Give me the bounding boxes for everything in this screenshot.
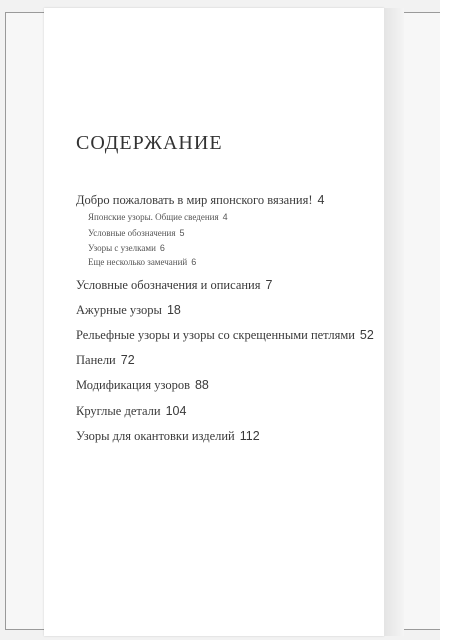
toc-subentry-page: 5: [179, 228, 185, 238]
toc-entry-label: Добро пожаловать в мир японского вязания!: [76, 193, 313, 207]
toc-entry: [76, 328, 374, 343]
toc-entry: [76, 278, 272, 293]
toc-subentry-label: Условные обозначения: [88, 228, 176, 238]
toc-subentry-label: Узоры с узелками: [88, 243, 156, 253]
toc-subentry: [88, 212, 228, 222]
toc-entry: [76, 193, 324, 208]
toc-entry-label: Рельефные узоры и узоры со скрещенными петлями: [76, 328, 355, 342]
toc-entry-page: 7: [265, 278, 273, 292]
toc-entry: [76, 404, 186, 419]
toc-entry-label: Панели: [76, 353, 116, 367]
toc-entry-page: 4: [317, 193, 325, 207]
toc-entry: [76, 378, 209, 393]
toc-subentry: [88, 228, 185, 238]
toc-title: СОДЕРЖАНИЕ: [76, 132, 223, 154]
toc-entry-page: 104: [165, 404, 187, 418]
toc-entry-label: Условные обозначения и описания: [76, 278, 261, 292]
scan-margin: [440, 0, 458, 640]
toc-entry-page: 88: [194, 378, 209, 392]
toc-entry-page: 52: [359, 328, 374, 342]
toc-entry-page: 18: [166, 303, 181, 317]
toc-subentry-page: 6: [159, 243, 165, 253]
toc-entry: [76, 429, 260, 444]
toc-subentry-page: 6: [191, 257, 197, 267]
toc-entry-page: 112: [239, 429, 260, 443]
toc-entry-label: Узоры для окантовки изделий: [76, 429, 235, 443]
toc-subentry-label: Японские узоры. Общие сведения: [88, 212, 219, 222]
toc-entry-label: Круглые детали: [76, 404, 161, 418]
toc-entry: [76, 303, 181, 318]
toc-entry-label: Модификация узоров: [76, 378, 190, 392]
book-page: [44, 8, 384, 636]
page-edge-shadow: [384, 8, 404, 636]
toc-subentry-label: Еще несколько замечаний: [88, 257, 188, 267]
toc-subentry-page: 4: [222, 212, 228, 222]
toc-subentry: [88, 257, 196, 267]
toc-entry-label: Ажурные узоры: [76, 303, 162, 317]
toc-entry: [76, 353, 135, 368]
toc-entry-page: 72: [120, 353, 135, 367]
toc-subentry: [88, 243, 165, 253]
